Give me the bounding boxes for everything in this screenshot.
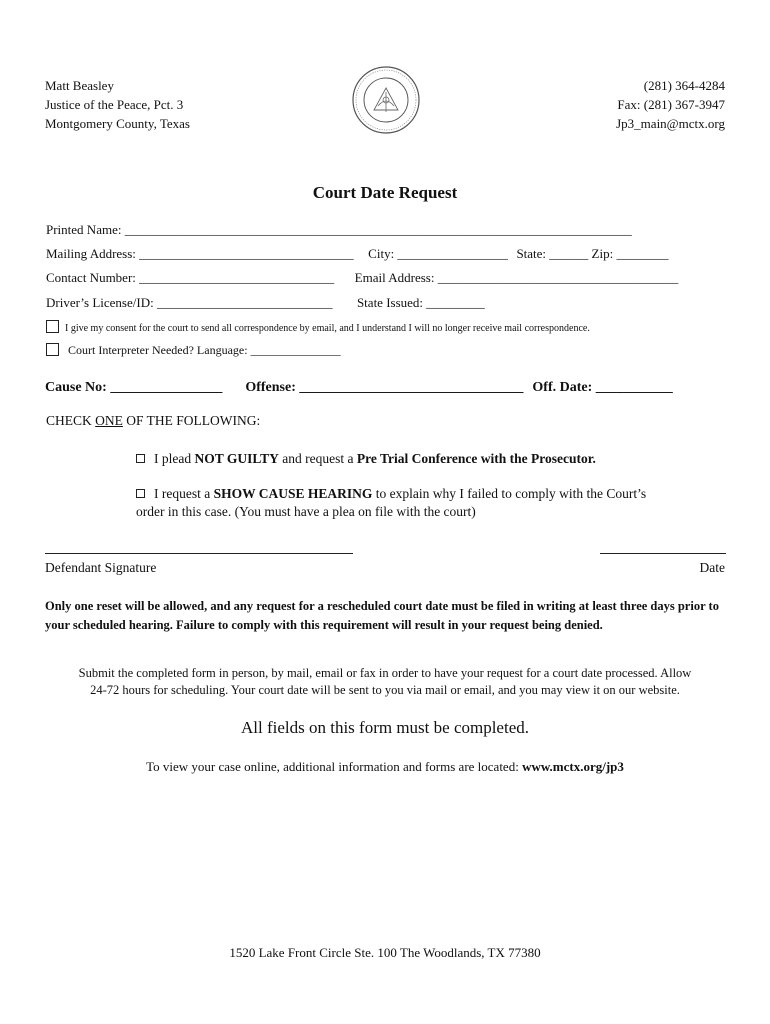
email-address-field[interactable]: Email Address: _____________________________________ [354,270,679,285]
printed-name-field[interactable]: Printed Name: ______________________________________________________________________________ [46,222,632,237]
check-one-heading [46,413,260,429]
mailing-address-field[interactable]: Mailing Address: _________________________________ [46,246,354,261]
header-left [45,76,190,133]
not-guilty-text-3: and request a [278,451,357,466]
contact-row [46,270,678,286]
phone: (281) 364-4284 [643,78,725,93]
county: Montgomery County, Texas [45,116,190,131]
show-cause-option [136,485,646,521]
check-one-word: ONE [95,413,123,428]
header-right [616,76,725,133]
show-cause-text-3: to explain why I failed to comply with the Court’s [372,486,647,501]
not-guilty-text-4: Pre Trial Conference with the Prosecutor. [356,451,596,466]
reset-notice: Only one reset will be allowed, and any request for a rescheduled court date must be filed in writing at least three days prior to your scheduled hearing. Failure to comply with this requirement will result in your request being denied. [45,599,719,632]
defendant-signature-label: Defendant Signature [45,560,157,575]
footer-address: 1520 Lake Front Circle Ste. 100 The Woodlands, TX 77380 [229,945,541,960]
zip-field[interactable]: Zip: ________ [591,246,669,261]
fax: Fax: (281) 367-3947 [617,97,725,112]
website-link[interactable]: www.mctx.org/jp3 [522,759,624,774]
defendant-signature-line[interactable] [45,553,353,554]
submit-instructions [40,665,730,699]
not-guilty-text-2: NOT GUILTY [194,451,279,466]
check-prefix: CHECK [46,413,96,428]
interpreter-checkbox[interactable] [46,343,59,356]
not-guilty-checkbox[interactable] [136,454,145,463]
email: Jp3_main@mctx.org [616,116,725,131]
state-issued-field[interactable]: State Issued: _________ [356,295,485,310]
view-online-text: To view your case online, additional information and forms are located: [146,759,523,774]
date-line[interactable] [600,553,726,554]
drivers-license-field[interactable]: Driver’s License/ID: ___________________________ [46,295,333,310]
page-title: Court Date Request [312,183,458,202]
email-consent-label: I give my consent for the court to send all correspondence by email, and I understand I will no longer receive mail correspondence. [65,323,590,334]
county-seal-icon [352,66,420,134]
date-label: Date [699,560,725,575]
off-date-field[interactable]: Off. Date: ___________ [532,380,673,395]
show-cause-checkbox[interactable] [136,489,145,498]
show-cause-text-4: order in this case. (You must have a plea on file with the court) [136,504,476,519]
city-field[interactable]: City: _________________ [368,246,508,261]
all-fields-notice: All fields on this form must be completed. [240,718,529,737]
case-row [45,380,673,396]
offense-field[interactable]: Offense: ________________________________ [245,380,524,395]
state-field[interactable]: State: ______ [516,246,589,261]
not-guilty-text-1: I plead [154,451,195,466]
not-guilty-option [136,450,596,468]
email-consent-row [46,319,590,335]
judge-title: Justice of the Peace, Pct. 3 [45,97,184,112]
license-row [46,295,485,311]
email-consent-checkbox[interactable] [46,320,59,333]
interpreter-row [46,343,341,358]
submit-line-2: 24-72 hours for scheduling. Your court date will be sent to you via mail or email, and you may view it on our website. [90,683,680,697]
judge-name: Matt Beasley [45,78,114,93]
mailing-address-row [46,246,668,262]
show-cause-text-2: SHOW CAUSE HEARING [213,486,373,501]
submit-line-1: Submit the completed form in person, by mail, email or fax in order to have your request for a court date processed. Allow [78,666,692,680]
interpreter-label[interactable]: Court Interpreter Needed? Language: _______________ [68,343,341,357]
check-suffix: OF THE FOLLOWING: [122,413,261,428]
show-cause-text-1: I request a [154,486,214,501]
contact-number-field[interactable]: Contact Number: ______________________________ [46,270,335,285]
cause-no-field[interactable]: Cause No: ________________ [45,380,223,395]
view-online [0,759,770,775]
